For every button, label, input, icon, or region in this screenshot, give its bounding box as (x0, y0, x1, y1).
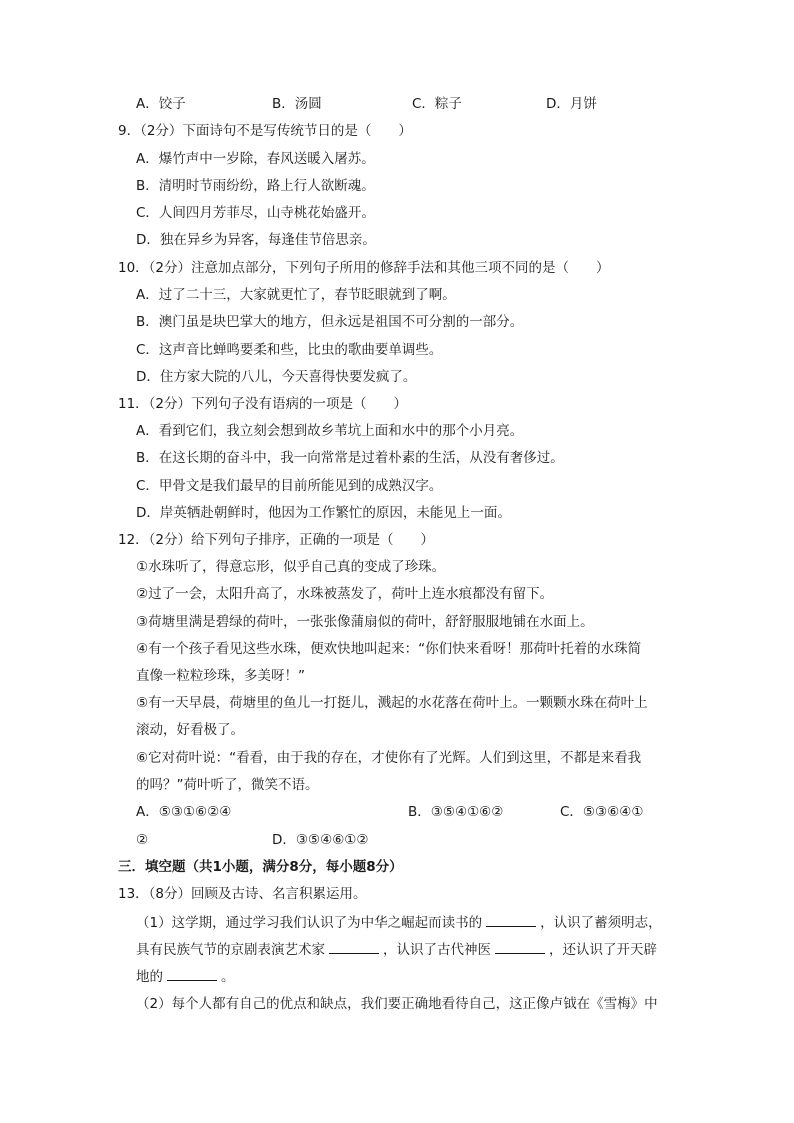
q13-part2: （2）每个人都有自己的优点和缺点，我们要正确地看待自己，这正像卢钺在《雪梅》中 (136, 996, 658, 1012)
q12-line-4: ④有一个孩子看见这些水珠，便欢快地叫起来：“你们快来看呀！那荷叶托着的水珠简 (136, 641, 642, 657)
q12-line-4-cont: 直像一粒粒珍珠，多美呀！” (136, 668, 305, 684)
q10-stem: 10．（2分）注意加点部分，下列句子所用的修辞手法和其他三项不同的是（ ） (118, 260, 610, 276)
q12-option-b: B．③⑤④①⑥② (408, 804, 504, 820)
q13-text: ，还认识了开天辟 (549, 942, 657, 958)
q12-line-5: ⑤有一天早晨，荷塘里的鱼儿一打挺儿，溅起的水花落在荷叶上。一颗颗水珠在荷叶上 (136, 695, 648, 711)
answer-blank[interactable] (495, 939, 545, 954)
q8-option-c: C．粽子 (412, 96, 462, 112)
q10-option-d: D．住方家大院的八儿，今天喜得快要发疯了。 (136, 369, 417, 385)
q9-option-a: A．爆竹声中一岁除，春风送暖入屠苏。 (136, 151, 375, 167)
q12-line-3: ③荷塘里满是碧绿的荷叶，一张张像蒲扇似的荷叶，舒舒服服地铺在水面上。 (136, 614, 594, 630)
q13-part1-line1 (136, 912, 662, 933)
q11-option-d: D．岸英牺赴朝鲜时，他因为工作繁忙的原因，未能见上一面。 (136, 505, 511, 521)
q13-part1-line2 (136, 939, 657, 960)
q9-option-d: D．独在异乡为异客，每逢佳节倍思亲。 (136, 232, 376, 248)
q13-text: 。 (221, 969, 235, 985)
q13-text: 具有民族气节的京剧表演艺术家 (136, 942, 325, 958)
q12-line-1: ①水珠听了，得意忘形，似乎自己真的变成了珍珠。 (136, 559, 446, 575)
q11-stem: 11．（2分）下列句子没有语病的一项是（ ） (118, 396, 408, 412)
q13-part1-line3 (136, 966, 235, 987)
q12-line-6-cont: 的吗？”荷叶听了，微笑不语。 (136, 777, 319, 793)
q13-text: 地的 (136, 969, 163, 985)
q8-option-b: B．汤圆 (272, 96, 322, 112)
q9-option-b: B．清明时节雨纷纷，路上行人欲断魂。 (136, 178, 375, 194)
q11-option-c: C．甲骨文是我们最早的目前所能见到的成熟汉字。 (136, 478, 443, 494)
q12-option-a: A．⑤③①⑥②④ (136, 804, 232, 820)
q13-stem: 13．（8分）回顾及古诗、名言积累运用。 (118, 886, 367, 902)
q13-text: ，认识了古代神医 (383, 942, 491, 958)
q12-line-6: ⑥它对荷叶说：“看看，由于我的存在，才使你有了光辉。人们到这里，不都是来看我 (136, 750, 642, 766)
answer-blank[interactable] (329, 939, 379, 954)
q9-stem: 9．（2分）下面诗句不是写传统节日的是（ ） (118, 123, 412, 139)
q8-option-d: D．月饼 (546, 96, 597, 112)
q12-stem: 12．（2分）给下列句子排序，正确的一项是（ ） (118, 532, 435, 548)
q11-option-b: B．在这长期的奋斗中，我一向常常是过着朴素的生活，从没有奢侈过。 (136, 450, 564, 466)
q12-option-c: C．⑤③⑥④① (560, 804, 644, 820)
q13-text: ，认识了蓄须明志， (540, 915, 662, 931)
answer-blank[interactable] (486, 912, 536, 927)
q11-option-a: A．看到它们，我立刻会想到故乡苇坑上面和水中的那个小月亮。 (136, 423, 524, 439)
q10-option-c: C．这声音比蝉鸣要柔和些，比虫的歌曲要单调些。 (136, 342, 443, 358)
q12-option-d: D．③⑤④⑥①② (272, 832, 369, 848)
q9-option-c: C．人间四月芳菲尽，山寺桃花始盛开。 (136, 205, 375, 221)
answer-blank[interactable] (167, 966, 217, 981)
q12-line-5-cont: 滚动，好看极了。 (136, 722, 244, 738)
q13-text: （1）这学期，通过学习我们认识了为中华之崛起而读书的 (136, 915, 483, 931)
q12-option-c-wrap: ② (136, 832, 149, 848)
q10-option-b: B．澳门虽是块巴掌大的地方，但永远是祖国不可分割的一部分。 (136, 314, 524, 330)
section-heading: 三．填空题（共1小题，满分8分，每小题8分） (118, 859, 403, 875)
q8-option-a: A．饺子 (136, 96, 186, 112)
q12-line-2: ②过了一会，太阳升高了，水珠被蒸发了，荷叶上连水痕都没有留下。 (136, 586, 554, 602)
q10-option-a: A．过了二十三，大家就更忙了，春节眨眼就到了啊。 (136, 287, 456, 303)
